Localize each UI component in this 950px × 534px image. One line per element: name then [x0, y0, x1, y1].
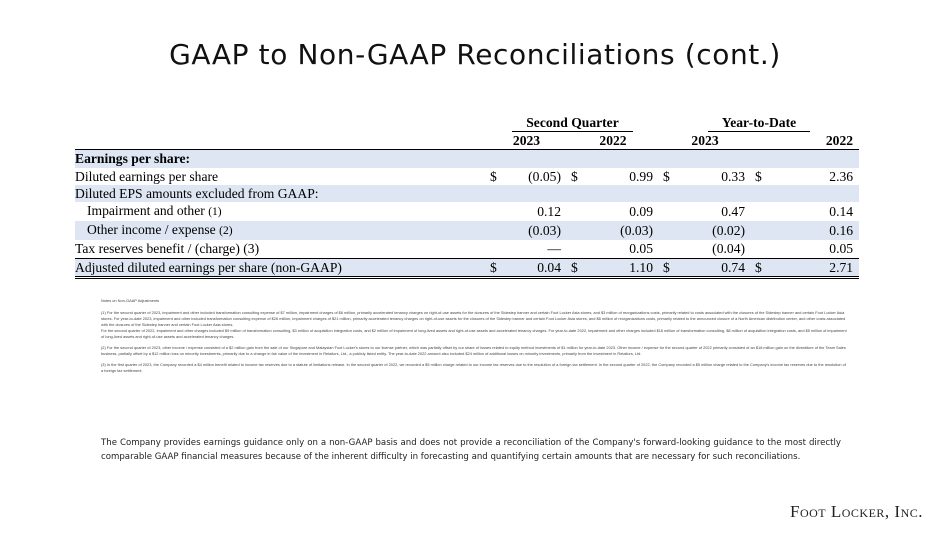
- cell-value: 0.05: [629, 241, 654, 257]
- cell-value: (0.05): [528, 168, 561, 184]
- currency-symbol: $: [486, 258, 504, 277]
- currency-symbol: $: [755, 168, 762, 184]
- year-header: 2023: [486, 132, 567, 150]
- year-header: 2023: [659, 132, 751, 150]
- currency-symbol: $: [751, 258, 769, 277]
- second-quarter-header: Second Quarter: [512, 114, 633, 132]
- currency-symbol: $: [567, 258, 585, 277]
- cell-value: 0.05: [829, 241, 854, 257]
- row-label: Impairment and other (1): [87, 203, 222, 219]
- eps-reconciliation-table: [75, 114, 859, 279]
- cell-value: (0.04): [712, 241, 746, 257]
- table-row: [75, 240, 859, 258]
- cell-value: 0.33: [721, 168, 746, 184]
- cell-value: (0.03): [585, 221, 659, 240]
- row-label: Other income / expense (2): [75, 221, 486, 240]
- table-row: [75, 150, 859, 168]
- row-label: Adjusted diluted earnings per share (non-GAAP): [75, 258, 486, 277]
- cell-value: (0.03): [504, 221, 567, 240]
- year-header: 2022: [567, 132, 659, 150]
- year-to-date-header: Year-to-Date: [708, 114, 810, 132]
- row-label: Diluted earnings per share: [75, 168, 219, 184]
- cell-value: 2.36: [829, 168, 854, 184]
- cell-value: 0.04: [504, 258, 567, 277]
- cell-value: 0.47: [721, 204, 746, 220]
- guidance-disclaimer: The Company provides earnings guidance only on a non-GAAP basis and does not provide a reconciliation of the Company's forward-looking guidance to the most directly comparable GAAP financial measures because of the inherent difficulty in forecasting and quantifying certain amounts that are necessary for such reconciliations.: [101, 438, 841, 462]
- footnote-2: (2) For the second quarter of 2023, other income / expense consisted of a $2 million gain from the sale of our Singapore and Malaysian Foot Locker's stores to our license partner, which was partially offset by our share of losses related to equity method investments of $1 million for year-to-date 2023. Other income / expense for the second quarter of 2022 primarily consisted of an $18 million gain on the divestiture of the Team Sales business, partially offset by a $12 million loss on minority investments, primarily due to a change in fair value of the investment in Retailors, Ltd., a publicly listed entity. The year-to-date 2022 amount also included $24 million of additional losses on minority investments, primarily from the investment in Retailors, Ltd.: [101, 344, 846, 356]
- row-label: Tax reserves benefit / (charge) (3): [75, 241, 260, 257]
- table-row: [75, 221, 859, 240]
- company-logo: Foot Locker, Inc.: [789, 502, 923, 521]
- footnote-1: (1) For the second quarter of 2023, impairment and other included transformation consulting expense of $7 million, impairment charges of $6 million, primarily accelerated tenancy charges on right-of-use assets for the closures of the Sidestep banner and certain Foot Locker Asia stores, and $3 million of reorganizations costs, primarily related to costs associated with the closures of the Sidestep banner and certain Foot Locker Asia stores. For year-to-date 2023, impairment and other included transformation consulting expense of $26 million, impairment charges of $21 million, primarily accelerated tenancy charges on right-of-use assets for the closures of the Sidestep banner and certain Foot Locker Asia stores, and $8 million of reorganizations costs, primarily related to the announced closure of a North American distribution center, and other costs associated with the closures of the Sidestep banner and certain Foot Locker Asia stores. For the second quarter of 2022, impairment and other charges included $9 million of transformation consulting, $3 million of acquisition integration costs, and $2 million of impairment of long-lived assets and right-of-use assets and accelerated tenancy charges. For year-to-date 2022, impairment and other charges included $16 million of transformation consulting, $8 million of acquisition integration costs, and $5 million of impairment of long-lived assets and right-of-use assets and accelerated tenancy charges.: [101, 309, 847, 339]
- section-label: Earnings per share:: [75, 150, 486, 168]
- cell-value: 2.71: [769, 258, 859, 277]
- footnote-ref: (1): [208, 206, 222, 219]
- footnote-3: (3) In the first quarter of 2023, the Company recorded a $4 million benefit related to income tax reserves due to a statute of limitations release. In the second quarter of 2022, we recorded a $5 million charge related to our income tax reserves due to the resolution of a foreign tax settlement. In the second quarter of 2022, the Company recorded a $5 million charge related to the Company's income tax reserves due to the resolution of a foreign tax settlement.: [101, 362, 846, 374]
- cell-value: 0.12: [537, 204, 561, 220]
- currency-symbol: $: [659, 258, 677, 277]
- cell-value: 0.09: [629, 204, 654, 220]
- currency-symbol: $: [571, 168, 578, 184]
- year-header: 2022: [751, 132, 859, 150]
- footnote-ref: (2): [219, 225, 233, 238]
- table-row: [75, 168, 859, 185]
- table-row: [75, 185, 859, 202]
- currency-symbol: $: [663, 168, 670, 184]
- page-title: GAAP to Non-GAAP Reconciliations (cont.): [169, 38, 781, 71]
- cell-value: 0.99: [629, 168, 654, 184]
- year-header-row: [75, 132, 859, 150]
- footnotes-section: [101, 298, 847, 380]
- notes-heading: Notes on Non-GAAP Adjustments: [101, 298, 160, 303]
- table-row: [75, 202, 859, 221]
- currency-symbol: $: [490, 168, 497, 184]
- row-label: Diluted EPS amounts excluded from GAAP:: [75, 185, 486, 202]
- group-header-row: [75, 114, 859, 132]
- cell-value: 0.74: [677, 258, 751, 277]
- table-row-total: [75, 258, 859, 277]
- cell-value: 1.10: [585, 258, 659, 277]
- cell-value: (0.02): [677, 221, 751, 240]
- cell-value: 0.16: [769, 221, 859, 240]
- cell-value: —: [547, 241, 561, 257]
- cell-value: 0.14: [829, 204, 854, 220]
